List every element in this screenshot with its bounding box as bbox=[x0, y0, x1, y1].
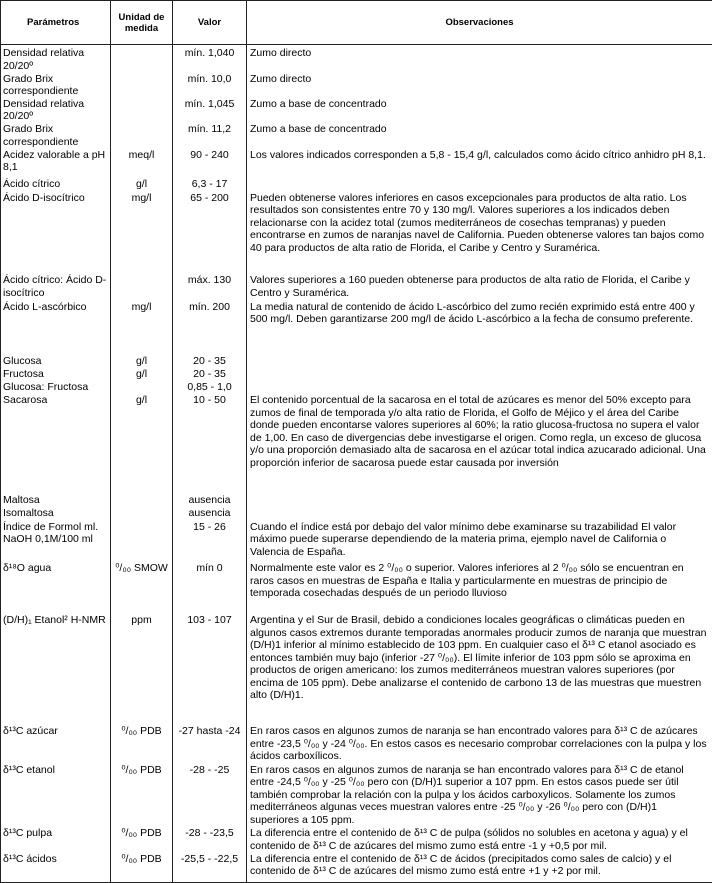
value-cell: 10 - 50 bbox=[173, 394, 247, 494]
observation-cell: Zumo directo bbox=[247, 45, 712, 73]
table-row bbox=[1, 45, 712, 73]
table-body bbox=[1, 45, 712, 883]
header-observaciones: Observaciones bbox=[247, 1, 712, 45]
unit-cell bbox=[111, 73, 173, 98]
observation-cell bbox=[247, 507, 712, 520]
value-cell: 20 - 35 bbox=[173, 368, 247, 381]
header-parametros: Parámetros bbox=[1, 1, 111, 45]
unit-cell bbox=[111, 98, 173, 123]
unit-cell: meq/l bbox=[111, 149, 173, 179]
observation-cell bbox=[247, 494, 712, 507]
table-row bbox=[1, 123, 712, 148]
value-cell: mín. 1,045 bbox=[173, 98, 247, 123]
unit-cell: g/l bbox=[111, 178, 173, 191]
parameter-cell: δ¹³C etanol bbox=[1, 764, 111, 828]
header-row bbox=[1, 1, 712, 45]
table-row bbox=[1, 301, 712, 355]
header-valor: Valor bbox=[173, 1, 247, 45]
observation-cell: Cuando el índice está por debajo del valor mínimo debe examinarse su trazabilidad El valor máximo puede superarse dependiendo de la materia prima, ejemplo navel de California o Valencia de España. bbox=[247, 521, 712, 563]
unit-cell bbox=[111, 507, 173, 520]
observation-cell: La media natural de contenido de ácido L-ascórbico del zumo recién exprimido está entre 400 y 500 mg/l. Deben garantizarse 200 mg/l de ácido L-ascórbico a la fecha de consumo preferente. bbox=[247, 301, 712, 355]
observation-cell: Zumo a base de concentrado bbox=[247, 123, 712, 148]
value-cell: mín. 11,2 bbox=[173, 123, 247, 148]
parameter-cell: Densidad relativa 20/20º bbox=[1, 45, 111, 73]
table-row bbox=[1, 381, 712, 394]
table-row bbox=[1, 562, 712, 614]
table-row bbox=[1, 73, 712, 98]
table-row bbox=[1, 98, 712, 123]
parameter-cell: Glucosa: Fructosa bbox=[1, 381, 111, 394]
unit-cell bbox=[111, 494, 173, 507]
value-cell: 20 - 35 bbox=[173, 355, 247, 368]
table-row bbox=[1, 274, 712, 300]
parameter-cell: δ¹³C azúcar bbox=[1, 725, 111, 763]
unit-cell: g/l bbox=[111, 355, 173, 368]
unit-cell bbox=[111, 274, 173, 300]
parameter-cell: Grado Brix correspondiente bbox=[1, 123, 111, 148]
table-row bbox=[1, 827, 712, 852]
parameter-cell: Sacarosa bbox=[1, 394, 111, 494]
parameter-cell: Glucosa bbox=[1, 355, 111, 368]
table-row bbox=[1, 507, 712, 520]
observation-cell: Valores superiores a 160 pueden obtenerse para productos de alta ratio de Florida, el Caribe y Centro y Suramérica. bbox=[247, 274, 712, 300]
table-row bbox=[1, 355, 712, 368]
observation-cell: Argentina y el Sur de Brasil, debido a condiciones locales geográficas o climáticas pueden en algunos casos extremos durante temporadas anormales producir zumos de naranja que muestran (D/H)1 inferior al mínimo establecido de 103 ppm. En cualquier caso el δ¹³ C etanol asociado es entonces también muy bajo (inferior -27 ⁰/₀₀). El límite inferior de 103 ppm sólo se aproxima en productos de origen americano: los zumos mediterráneos muestran valores superiores (por encima de 105 ppm). Debe analizarse el contenido de carbono 13 de las muestras que muestren alto (D/H)1. bbox=[247, 614, 712, 725]
table-row bbox=[1, 178, 712, 191]
value-cell: máx. 130 bbox=[173, 274, 247, 300]
unit-cell bbox=[111, 381, 173, 394]
value-cell: mín. 10,0 bbox=[173, 73, 247, 98]
value-cell: 0,85 - 1,0 bbox=[173, 381, 247, 394]
observation-cell: Zumo directo bbox=[247, 73, 712, 98]
parameter-cell: Grado Brix correspondiente bbox=[1, 73, 111, 98]
parameter-cell: Isomaltosa bbox=[1, 507, 111, 520]
observation-cell bbox=[247, 178, 712, 191]
unit-cell bbox=[111, 521, 173, 563]
table-row bbox=[1, 521, 712, 563]
parameter-cell: Ácido D-isocítrico bbox=[1, 192, 111, 275]
parameter-cell: (D/H)₁ Etanol² H-NMR bbox=[1, 614, 111, 725]
value-cell: 15 - 26 bbox=[173, 521, 247, 563]
parameter-cell: Densidad relativa 20/20º bbox=[1, 98, 111, 123]
unit-cell: ⁰/₀₀ PDB bbox=[111, 725, 173, 763]
table-row bbox=[1, 764, 712, 828]
value-cell: -28 - -25 bbox=[173, 764, 247, 828]
unit-cell: g/l bbox=[111, 394, 173, 494]
observation-cell bbox=[247, 381, 712, 394]
value-cell: ausencia bbox=[173, 507, 247, 520]
value-cell: -28 - -23,5 bbox=[173, 827, 247, 852]
unit-cell: ⁰/₀₀ PDB bbox=[111, 853, 173, 883]
parameter-cell: Ácido L-ascórbico bbox=[1, 301, 111, 355]
unit-cell: ⁰/₀₀ PDB bbox=[111, 764, 173, 828]
table-row bbox=[1, 368, 712, 381]
parameter-cell: δ¹³C pulpa bbox=[1, 827, 111, 852]
value-cell: 6,3 - 17 bbox=[173, 178, 247, 191]
table-header bbox=[1, 1, 712, 45]
observation-cell: Zumo a base de concentrado bbox=[247, 98, 712, 123]
parameter-cell: Índice de Formol ml. NaOH 0,1M/100 ml bbox=[1, 521, 111, 563]
value-cell: ausencia bbox=[173, 494, 247, 507]
unit-cell bbox=[111, 45, 173, 73]
parameter-cell: Ácido cítrico bbox=[1, 178, 111, 191]
observation-cell: La diferencia entre el contenido de δ¹³ C de pulpa (sólidos no solubles en acetona y agua) y el contenido de δ¹³ C de azúcares del mismo zumo está entre -1 y +0,5 por mil. bbox=[247, 827, 712, 852]
table-row bbox=[1, 614, 712, 725]
unit-cell: ppm bbox=[111, 614, 173, 725]
parameter-cell: Ácido cítrico: Ácido D-isocítrico bbox=[1, 274, 111, 300]
unit-cell: ⁰/₀₀ PDB bbox=[111, 827, 173, 852]
unit-cell: mg/l bbox=[111, 301, 173, 355]
table-row bbox=[1, 494, 712, 507]
value-cell: -27 hasta -24 bbox=[173, 725, 247, 763]
table-row bbox=[1, 394, 712, 494]
observation-cell: Pueden obtenerse valores inferiores en casos excepcionales para productos de alta ratio. Los resultados son consistentes entre 70 y 130 mg/l. Valores superiores a los indicados deben relacionarse con la acidez total (zumos mediterráneos de cosechas tempranas) y pueden encontrarse en zumos de naranjas navel de California. Pueden obtenerse valores tan bajos como 40 para productos de alta ratio de Florida, el Caribe y Centro y Suramérica. bbox=[247, 192, 712, 275]
observation-cell bbox=[247, 355, 712, 368]
value-cell: mín 0 bbox=[173, 562, 247, 614]
unit-cell: mg/l bbox=[111, 192, 173, 275]
observation-cell: Los valores indicados corresponden a 5,8 - 15,4 g/l, calculados como ácido cítrico anhidro pH 8,1. bbox=[247, 149, 712, 179]
value-cell: 103 - 107 bbox=[173, 614, 247, 725]
value-cell: 65 - 200 bbox=[173, 192, 247, 275]
value-cell: mín. 1,040 bbox=[173, 45, 247, 73]
parameter-cell: δ¹⁸O agua bbox=[1, 562, 111, 614]
observation-cell: Normalmente este valor es 2 ⁰/₀₀ o superior. Valores inferiores al 2 ⁰/₀₀ sólo se encuentran en raros casos en muestras de España e Italia y particularmente en muestras de principio de temporada cosechadas después de un periodo lluvioso bbox=[247, 562, 712, 614]
observation-cell: El contenido porcentual de la sacarosa en el total de azúcares es menor del 50% excepto para zumos de final de temporada y/o alta ratio de Florida, el Golfo de Méjico y el área del Caribe donde pueden encontarse valores superiores al 60%; la ratio glucosa-fructosa no supera el valor de 1,00. En caso de divergencias debe investigarse el origen. Como regla, un exceso de glucosa y/o una proporción demasiado alta de sacarosa en el azúcar total indica azucarado adicional. Una proporción inferior de sacarosa puede estar causada por inversión bbox=[247, 394, 712, 494]
table-row bbox=[1, 149, 712, 179]
value-cell: 90 - 240 bbox=[173, 149, 247, 179]
parameter-cell: Fructosa bbox=[1, 368, 111, 381]
observation-cell bbox=[247, 368, 712, 381]
parameter-cell: Acidez valorable a pH 8,1 bbox=[1, 149, 111, 179]
observation-cell: En raros casos en algunos zumos de naranja se han encontrado valores para δ¹³ C de azúcares entre -23,5 ⁰/₀₀ y -24 ⁰/₀₀. En estos casos es necesario comprobar correlaciones con la pulpa y los ácidos carboxílicos. bbox=[247, 725, 712, 763]
unit-cell: ⁰/₀₀ SMOW bbox=[111, 562, 173, 614]
parameter-cell: δ¹³C ácidos bbox=[1, 853, 111, 883]
unit-cell: g/l bbox=[111, 368, 173, 381]
value-cell: mín. 200 bbox=[173, 301, 247, 355]
unit-cell bbox=[111, 123, 173, 148]
header-unidad: Unidad de medida bbox=[111, 1, 173, 45]
value-cell: -25,5 - -22,5 bbox=[173, 853, 247, 883]
observation-cell: En raros casos en algunos zumos de naranja se han encontrado valores para δ¹³ C de etanol entre -24,5 ⁰/₀₀ y -25 ⁰/₀₀ pero con (D/H)1 superior a 107 ppm. En estos casos puede ser útil también comprobar la relación con la pulpa y los ácidos carboxylicos. Solamente los zumos mediterráneos algunas veces muestran valores entre -25 ⁰/₀₀ y -26 ⁰/₀₀ pero con (D/H)1 superiores a 105 ppm. bbox=[247, 764, 712, 828]
observation-cell: La diferencia entre el contenido de δ¹³ C de ácidos (precipitados como sales de calcio) y el contenido de δ¹³ C de azúcares del mismo zumo está entre +1 y +2 por mil. bbox=[247, 853, 712, 883]
table-row bbox=[1, 725, 712, 763]
table-row bbox=[1, 192, 712, 275]
table-row bbox=[1, 853, 712, 883]
parameter-cell: Maltosa bbox=[1, 494, 111, 507]
